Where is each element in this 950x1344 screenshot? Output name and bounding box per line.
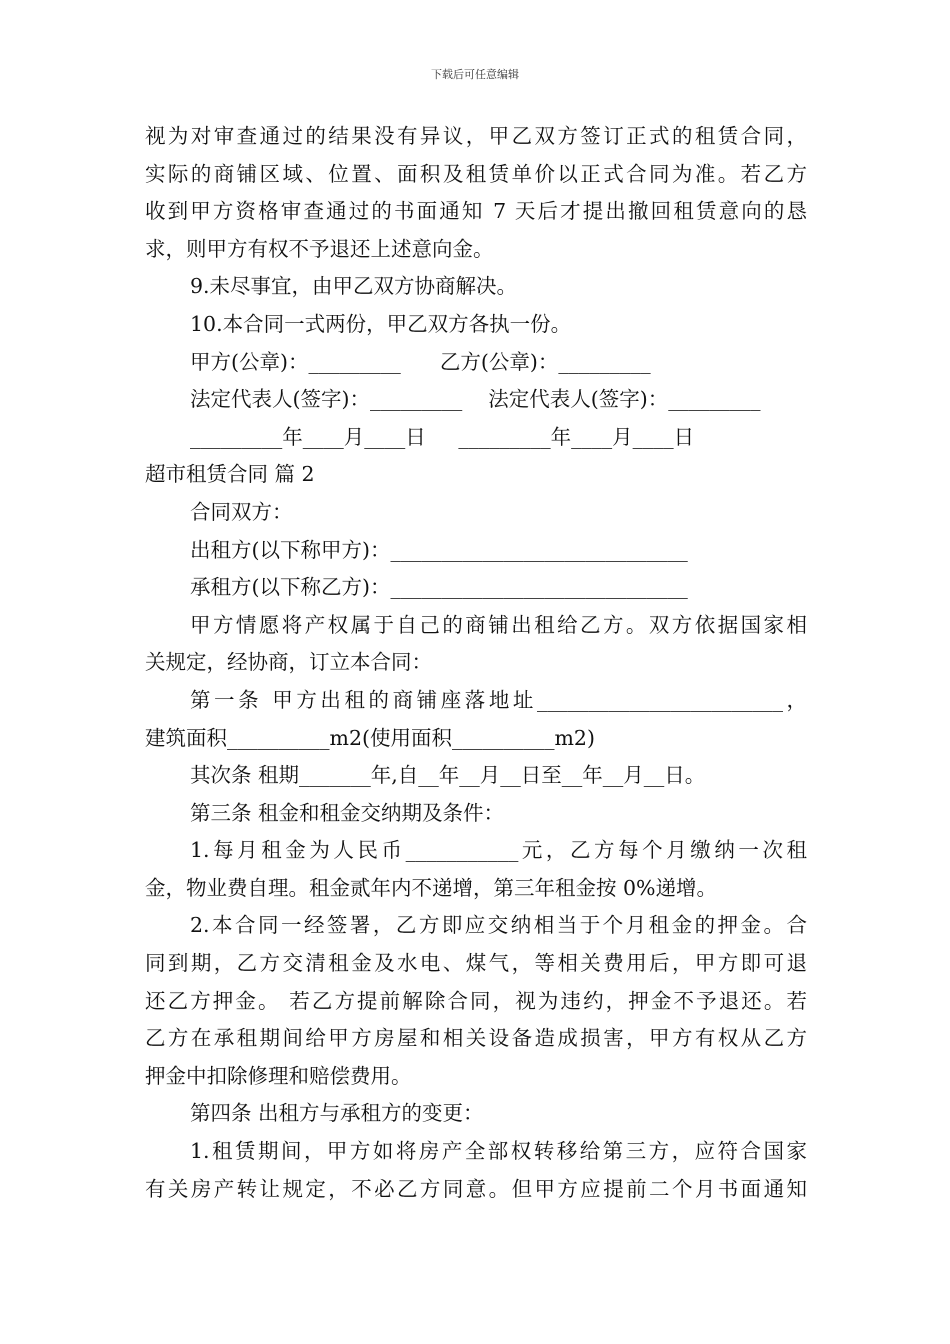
document-line: 实际的商铺区域、位置、面积及租赁单价以正式合同为准。若乙方 <box>145 161 807 186</box>
document-line: 第三条 租金和租金交纳期及条件： <box>190 800 505 825</box>
document-line: 第一条 甲方出租的商铺座落地址________________________， <box>190 687 807 712</box>
document-line: 关规定，经协商，订立本合同： <box>145 650 432 675</box>
document-line: 出租方(以下称甲方)：_____________________________ <box>190 537 688 562</box>
document-line: 金，物业费自理。租金贰年内不递增，第三年租金按 0%递增。 <box>145 875 718 900</box>
document-line: 其次条 租期_______年,自__年__月__日至__年__月__日。 <box>190 763 706 788</box>
document-line: 2.本合同一经签署，乙方即应交纳相当于个月租金的押金。合 <box>190 913 807 938</box>
document-line: 1.每月租金为人民币___________元，乙方每个月缴纳一次租 <box>190 838 807 863</box>
document-line: 承租方(以下称乙方)：_____________________________ <box>190 575 688 600</box>
document-line: 乙方在承租期间给甲方房屋和相关设备造成损害，甲方有权从乙方 <box>145 1026 807 1051</box>
document-line: 收到甲方资格审查通过的书面通知 7 天后才提出撤回租赁意向的恳 <box>145 199 807 224</box>
page-header: 下载后可任意编辑 <box>431 68 519 81</box>
document-line: 1.租赁期间，甲方如将房产全部权转移给第三方，应符合国家 <box>190 1139 807 1164</box>
document-line: 押金中扣除修理和赔偿费用。 <box>145 1063 412 1088</box>
document-line: 视为对审查通过的结果没有异议，甲乙双方签订正式的租赁合同， <box>145 124 807 148</box>
document-line: 求，则甲方有权不予退还上述意向金。 <box>145 236 494 261</box>
document-line: 10.本合同一式两份，甲乙双方各执一份。 <box>190 311 572 336</box>
document-line: 还乙方押金。 若乙方提前解除合同，视为违约，押金不予退还。若 <box>145 988 807 1013</box>
document-line: 9.未尽事宜，由甲乙双方协商解决。 <box>190 274 518 299</box>
document-line: 法定代表人(签字)：_________ 法定代表人(签字)：_________ <box>190 387 761 412</box>
document-body <box>145 118 807 1208</box>
document-line: 甲方(公章)：_________ 乙方(公章)：_________ <box>190 349 651 374</box>
document-line: 有关房产转让规定，不必乙方同意。但甲方应提前二个月书面通知 <box>145 1176 807 1201</box>
document-line: 同到期，乙方交清租金及水电、煤气，等相关费用后，甲方即可退 <box>145 951 807 976</box>
document-line: 超市租赁合同 篇 2 <box>145 462 315 487</box>
document-line: _________年____月____日 _________年____月____日 <box>190 424 695 449</box>
document-line: 第四条 出租方与承租方的变更： <box>190 1101 484 1126</box>
document-line: 建筑面积__________m2(使用面积__________m2) <box>145 725 595 750</box>
document-line: 合同双方： <box>190 499 293 524</box>
document-line: 甲方情愿将产权属于自己的商铺出租给乙方。双方依据国家相 <box>190 612 807 637</box>
